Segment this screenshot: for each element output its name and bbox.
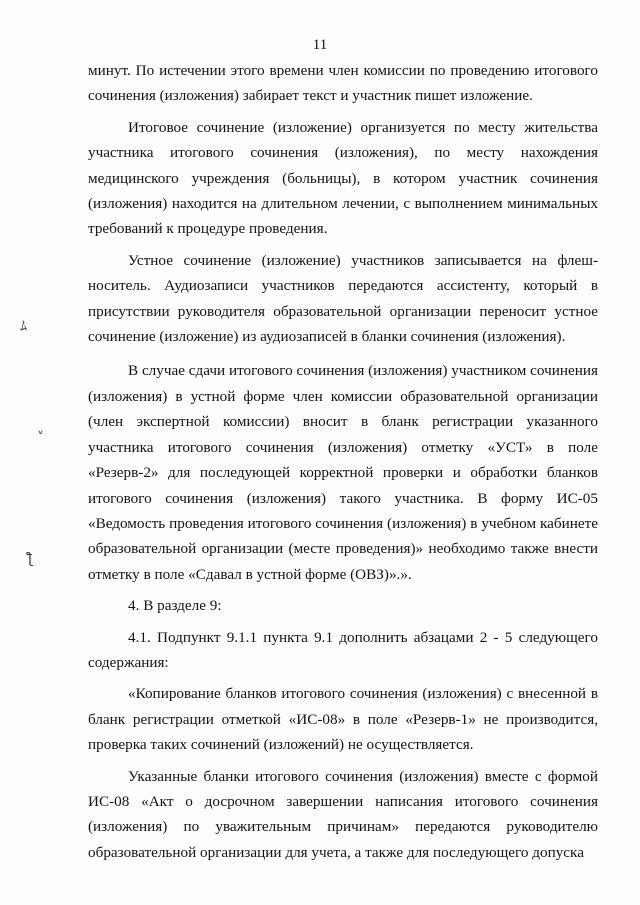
paragraph-continuation: минут. По истечении этого времени член комиссии по проведению итогового сочинения (изложения) забирает текст и участник пишет изложение. [88, 62, 598, 105]
paragraph-section-9: 4. В разделе 9: [128, 597, 222, 615]
margin-mark: ﾑ [20, 319, 27, 335]
paragraph-oral-form-mark: В случае сдачи итогового сочинения (изложения) участником сочинения (изложения) в устной форме член комиссии образовательной организации (член экспертной комиссии) вносит в бланк регистрации указанного участника итогового сочинения (изложения) отметку «УСТ» в поле «Резерв-2» для последующей корректной проверки и обработки бланков итогового сочинения (изложения) такого участника. В форму ИС-05 «Ведомость проведения итогового сочинения (изложения) в учебном кабинете образовательной организации (месте проведения)» необходимо также внести отметку в поле «Сдавал в устной форме (ОВЗ)».». [88, 362, 598, 583]
paragraph-subsection-9-1-1: 4.1. Подпункт 9.1.1 пункта 9.1 дополнить абзацами 2 - 5 следующего содержания: [88, 628, 598, 671]
margin-mark: ˅ [37, 430, 44, 446]
paragraph-copying-blanks: «Копирование бланков итогового сочинения (изложения) с внесенной в бланк регистрации отметкой «ИС-08» в поле «Резерв-1» не производится, проверка таких сочинений (изложений) не осуществляется. [88, 685, 598, 754]
page-number: 11 [312, 37, 328, 53]
paragraph-blanks-transfer: Указанные бланки итогового сочинения (изложения) вместе с формой ИС-08 «Акт о досрочном завершении написания итогового сочинения (изложения) по уважительным причинам» передаются руководителю образовательной организации для учета, а также для последующего допуска [88, 767, 598, 861]
body-text [88, 58, 598, 865]
paragraph-essay-location: Итоговое сочинение (изложение) организуется по месту жительства участника итогового сочинения (изложения), по месту нахождения медицинского учреждения (больницы), в котором участник сочинения (изложения) находится на длительном лечении, с выполнением минимальных требований к процедуре проведения. [88, 118, 598, 238]
margin-mark: ƪ [28, 551, 33, 567]
paragraph-oral-essay-recording: Устное сочинение (изложение) участников записывается на флеш-носитель. Аудиозаписи участников передаются ассистенту, который в присутствии руководителя образовательной организации переносит устное сочинение (изложение) из аудиозаписей в бланки сочинения (изложения). [88, 251, 598, 346]
